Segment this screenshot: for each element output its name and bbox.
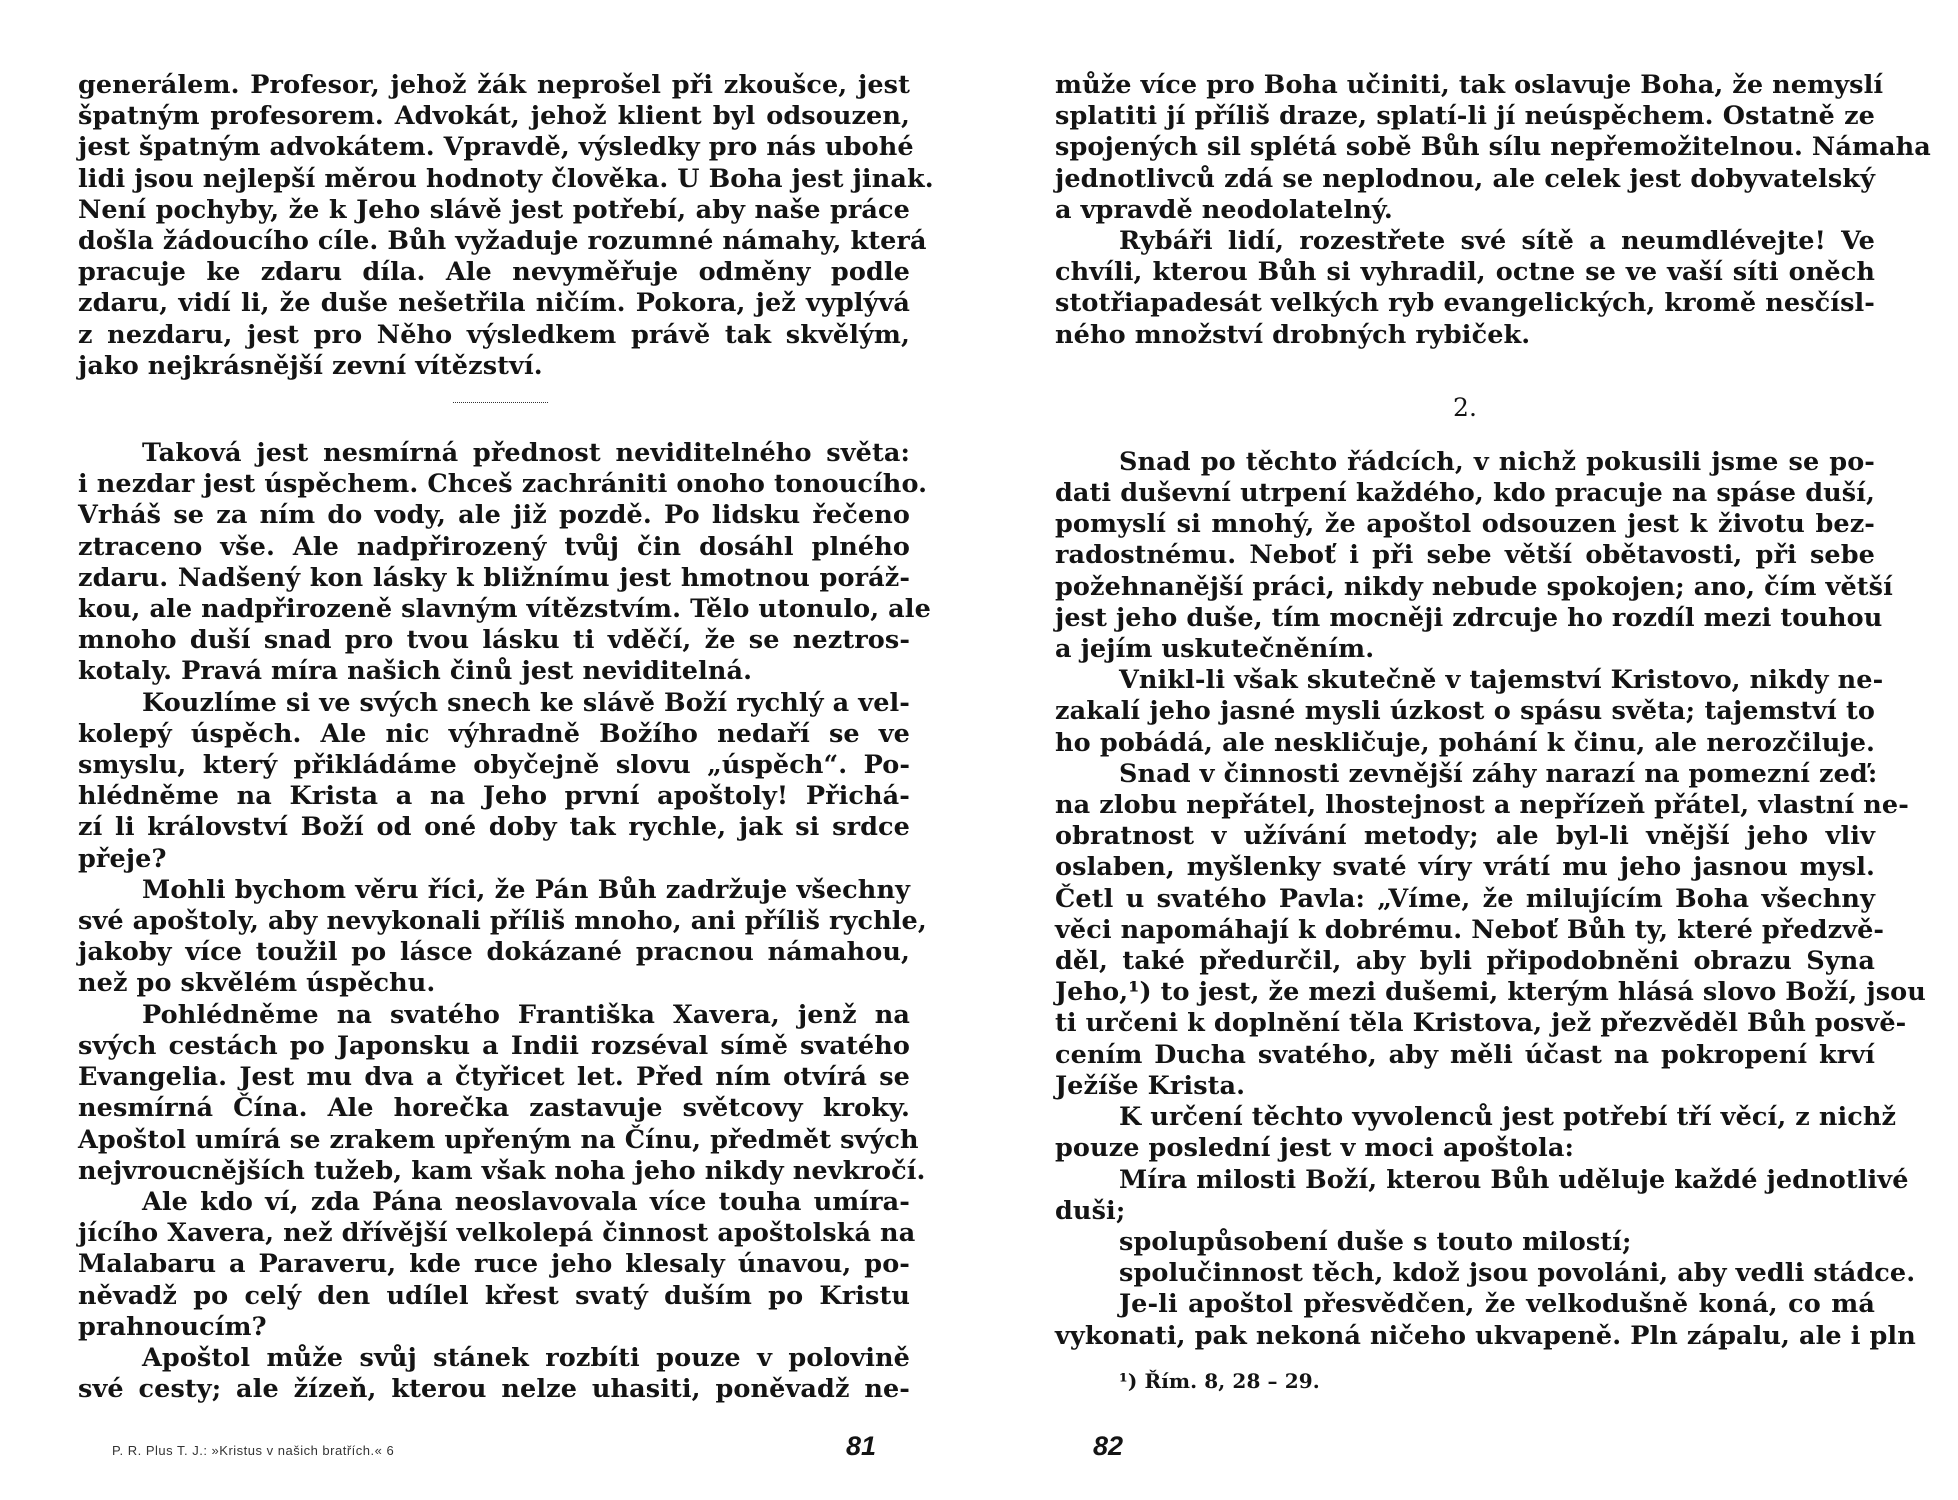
text-line: cením Ducha svatého, aby měli účast na pokropení krví	[1055, 1039, 1875, 1070]
text-line: oslaben, myšlenky svaté víry vrátí mu jeho jasnou mysl.	[1055, 852, 1875, 883]
left-paragraph-5	[78, 999, 926, 1187]
text-line: své apoštoly, aby nevykonali příliš mnoho, ani příliš rychle,	[78, 906, 927, 937]
text-line: Evangelia. Jest mu dva a čtyřicet let. Před ním otvírá se	[78, 1062, 910, 1093]
text-line: Je-li apoštol přesvědčen, že velkodušně koná, co má	[1119, 1289, 1875, 1320]
right-paragraph-1	[1055, 70, 1931, 226]
text-line: spolupůsobení duše s touto milostí;	[1119, 1226, 1632, 1257]
text-line: Rybáři lidí, rozestřete své sítě a neumdlévejte! Ve	[1119, 226, 1875, 257]
text-line: Četl u svatého Pavla: „Víme, že milujícím Boha všechny	[1055, 883, 1875, 914]
text-line: požehnanější práci, nikdy nebude spokojen; ano, čím větší	[1055, 571, 1893, 602]
text-line: děl, také předurčil, aby byli připodobněni obrazu Syna	[1055, 946, 1875, 977]
text-line: Vrháš se za ním do vody, ale již pozdě. Po lidsku řečeno	[78, 500, 910, 531]
separator-rule	[453, 402, 548, 403]
text-line: pomyslí si mnohý, že apoštol odsouzen jest k životu bez-	[1055, 509, 1875, 540]
text-line: chvíli, kterou Bůh si vyhradil, octne se ve vaší síti oněch	[1055, 257, 1875, 288]
text-line: věci napomáhají k dobrému. Neboť Bůh ty, které předzvě-	[1055, 914, 1885, 945]
text-line: radostnému. Neboť i při sebe větší obětavosti, při sebe	[1055, 540, 1875, 571]
text-line: zdaru. Nadšený kon lásky k bližnímu jest hmotnou poráž-	[78, 562, 910, 593]
text-line: něvadž po celý den udílel křest svatý duším po Kristu	[78, 1280, 910, 1311]
text-line: Malabaru a Paraveru, kde ruce jeho klesaly únavou, po-	[78, 1249, 910, 1280]
left-page	[78, 70, 934, 1405]
text-line: jest špatným advokátem. Vpravdě, výsledky pro nás ubohé	[78, 132, 914, 163]
text-line: z nezdaru, jest pro Něho výsledkem právě tak skvělým,	[78, 319, 910, 350]
text-line: ztraceno vše. Ale nadpřirozený tvůj čin dosáhl plného	[78, 531, 910, 562]
text-line: došla žádoucího cíle. Bůh vyžaduje rozumné námahy, která	[78, 226, 927, 257]
text-line: mnoho duší snad pro tvou lásku ti vděčí, že se neztros-	[78, 625, 910, 656]
text-line: Taková jest nesmírná přednost neviditelného světa:	[142, 438, 910, 469]
left-paragraph-1	[78, 70, 934, 382]
text-line: spolučinnost těch, kdož jsou povoláni, aby vedli stádce.	[1119, 1258, 1916, 1289]
text-line: Ale kdo ví, zda Pána neoslavovala více touha umíra-	[142, 1186, 910, 1217]
section-number: 2.	[1452, 392, 1478, 422]
left-paragraph-4	[78, 874, 927, 1000]
text-line: kotaly. Pravá míra našich činů jest neviditelná.	[78, 656, 753, 687]
text-line: kolepý úspěch. Ale nic výhradně Božího nedaří se ve	[78, 718, 910, 749]
text-line: špatným profesorem. Advokát, jehož klient byl odsouzen,	[78, 101, 910, 132]
text-line: nejvroucnějších tužeb, kam však noha jeho nikdy nevkročí.	[78, 1155, 926, 1186]
text-line: Jeho,¹) to jest, že mezi dušemi, kterým hlásá slovo Boží, jsou	[1055, 977, 1926, 1008]
section-separator	[78, 382, 910, 438]
list-item-cooperation	[1055, 1227, 1875, 1258]
text-line: Mohli bychom věru říci, že Pán Bůh zadržuje všechny	[142, 874, 910, 905]
text-line: přeje?	[78, 843, 167, 874]
text-line: na zlobu nepřátel, lhostejnost a nepřízeň přátel, vlastní ne-	[1055, 790, 1909, 821]
text-line: lidi jsou nejlepší měrou hodnoty člověka. U Boha jest jinak.	[78, 163, 934, 194]
text-line: splatiti jí příliš draze, splatí-li jí neúspěchem. Ostatně ze	[1055, 101, 1875, 132]
list-item-coactivity	[1055, 1258, 1916, 1289]
text-line: Snad po těchto řádcích, v nichž pokusili jsme se po-	[1119, 446, 1875, 477]
left-paragraph-3	[78, 688, 910, 875]
text-line: K určení těchto vyvolenců jest potřebí tří věcí, z nichž	[1119, 1102, 1897, 1133]
text-line: své cesty; ale žízeň, kterou nelze uhasiti, poněvadž ne-	[78, 1374, 910, 1405]
text-line: generálem. Profesor, jehož žák neprošel při zkoušce, jest	[78, 70, 910, 100]
text-line: a vpravdě neodolatelný.	[1055, 194, 1393, 225]
text-line: ti určeni k doplnění těla Kristova, jež přezvěděl Bůh posvě-	[1055, 1008, 1907, 1039]
text-line: ho pobádá, ale neskličuje, pohání k činu, ale nerozčiluje.	[1055, 727, 1875, 758]
text-line: a jejím uskutečněním.	[1055, 634, 1375, 665]
right-paragraph-5	[1055, 758, 1926, 1102]
right-paragraph-7	[1055, 1289, 1916, 1351]
text-line: kou, ale nadpřirozeně slavným vítězstvím. Tělo utonulo, ale	[78, 594, 931, 625]
text-line: zdaru, vidí li, že duše nešetřila ničím. Pokora, jež vyplývá	[78, 288, 910, 319]
text-line: zí li království Boží od oné doby tak rychle, jak si srdce	[78, 812, 910, 843]
text-line: Ježíše Krista.	[1055, 1070, 1246, 1101]
text-line: i nezdar jest úspěchem. Chceš zachrániti onoho tonoucího.	[78, 469, 928, 500]
text-line: ného množství drobných rybiček.	[1055, 319, 1531, 350]
left-paragraph-7	[78, 1343, 910, 1405]
text-line: svých cestách po Japonsku a Indii rozséval símě svatého	[78, 1030, 910, 1061]
footnote: ¹) Řím. 8, 28 – 29.	[1119, 1368, 1320, 1393]
right-paragraph-6	[1055, 1102, 1897, 1164]
text-line: zakalí jeho jasné mysli úzkost o spásu světa; tajemství to	[1055, 696, 1875, 727]
page-number-right: 82	[1093, 1431, 1124, 1461]
text-line: hlédněme na Krista a na Jeho první apoštoly! Přichá-	[78, 781, 910, 812]
text-line: Vnikl-li však skutečně v tajemství Kristovo, nikdy ne-	[1119, 665, 1884, 696]
text-line: Není pochyby, že k Jeho slávě jest potřebí, aby naše práce	[78, 194, 910, 225]
text-line: Pohlédněme na svatého Františka Xavera, jenž na	[142, 999, 910, 1030]
text-line: Snad v činnosti zevnější záhy narazí na pomezní zeď:	[1119, 758, 1878, 789]
text-line: jakoby více toužil po lásce dokázané pracnou námahou,	[78, 937, 910, 968]
right-paragraph-4	[1055, 665, 1884, 759]
text-line: jednotlivců zdá se neplodnou, ale celek jest dobyvatelský	[1055, 163, 1875, 194]
text-line: pouze poslední jest v moci apoštola:	[1055, 1133, 1574, 1164]
text-line: spojených sil splétá sobě Bůh sílu nepřemožitelnou. Námaha	[1055, 132, 1931, 163]
text-line: duši;	[1055, 1195, 1126, 1226]
text-line: jícího Xavera, než dřívější velkolepá činnost apoštolská na	[78, 1218, 916, 1249]
text-line: Míra milosti Boží, kterou Bůh uděluje každé jednotlivé	[1119, 1164, 1909, 1195]
right-page	[1055, 70, 1931, 1397]
text-line: než po skvělém úspěchu.	[78, 968, 436, 999]
text-line: Kouzlíme si ve svých snech ke slávě Boží rychlý a vel-	[142, 687, 910, 718]
list-item-grace	[1055, 1164, 1909, 1227]
left-paragraph-2	[78, 438, 931, 688]
text-line: jest jeho duše, tím mocněji zdrcuje ho rozdíl mezi touhou	[1055, 602, 1883, 633]
text-line: smyslu, který přikládáme obyčejně slovu „úspěch“. Po-	[78, 750, 910, 781]
text-line: vykonati, pak nekoná ničeho ukvapeně. Pln zápalu, ale i pln	[1055, 1320, 1916, 1351]
text-line: jako nejkrásnější zevní vítězství.	[78, 350, 543, 381]
text-line: stotřiapadesát velkých ryb evangelických, kromě nesčísl-	[1055, 288, 1875, 319]
text-line: obratnost v užívání metody; ale byl-li vnější jeho vliv	[1055, 821, 1875, 852]
text-line: nesmírná Čína. Ale horečka zastavuje světcovy kroky.	[78, 1093, 910, 1124]
text-line: Apoštol umírá se zrakem upřeným na Čínu, předmět svých	[78, 1124, 919, 1155]
text-line: Apoštol může svůj stánek rozbíti pouze v polovině	[142, 1342, 910, 1373]
text-line: prahnoucím?	[78, 1311, 267, 1342]
text-line: může více pro Boha učiniti, tak oslavuje Boha, že nemyslí	[1055, 70, 1884, 100]
printer-signature: P. R. Plus T. J.: »Kristus v našich bratřích.« 6	[112, 1443, 395, 1458]
right-paragraph-2	[1055, 226, 1875, 351]
page-number-left: 81	[846, 1431, 877, 1461]
text-line: pracuje ke zdaru díla. Ale nevyměřuje odměny podle	[78, 257, 910, 288]
text-line: dati duševní utrpení každého, kdo pracuje na spáse duší,	[1055, 478, 1875, 509]
right-paragraph-3	[1055, 446, 1893, 665]
left-paragraph-6	[78, 1186, 916, 1343]
